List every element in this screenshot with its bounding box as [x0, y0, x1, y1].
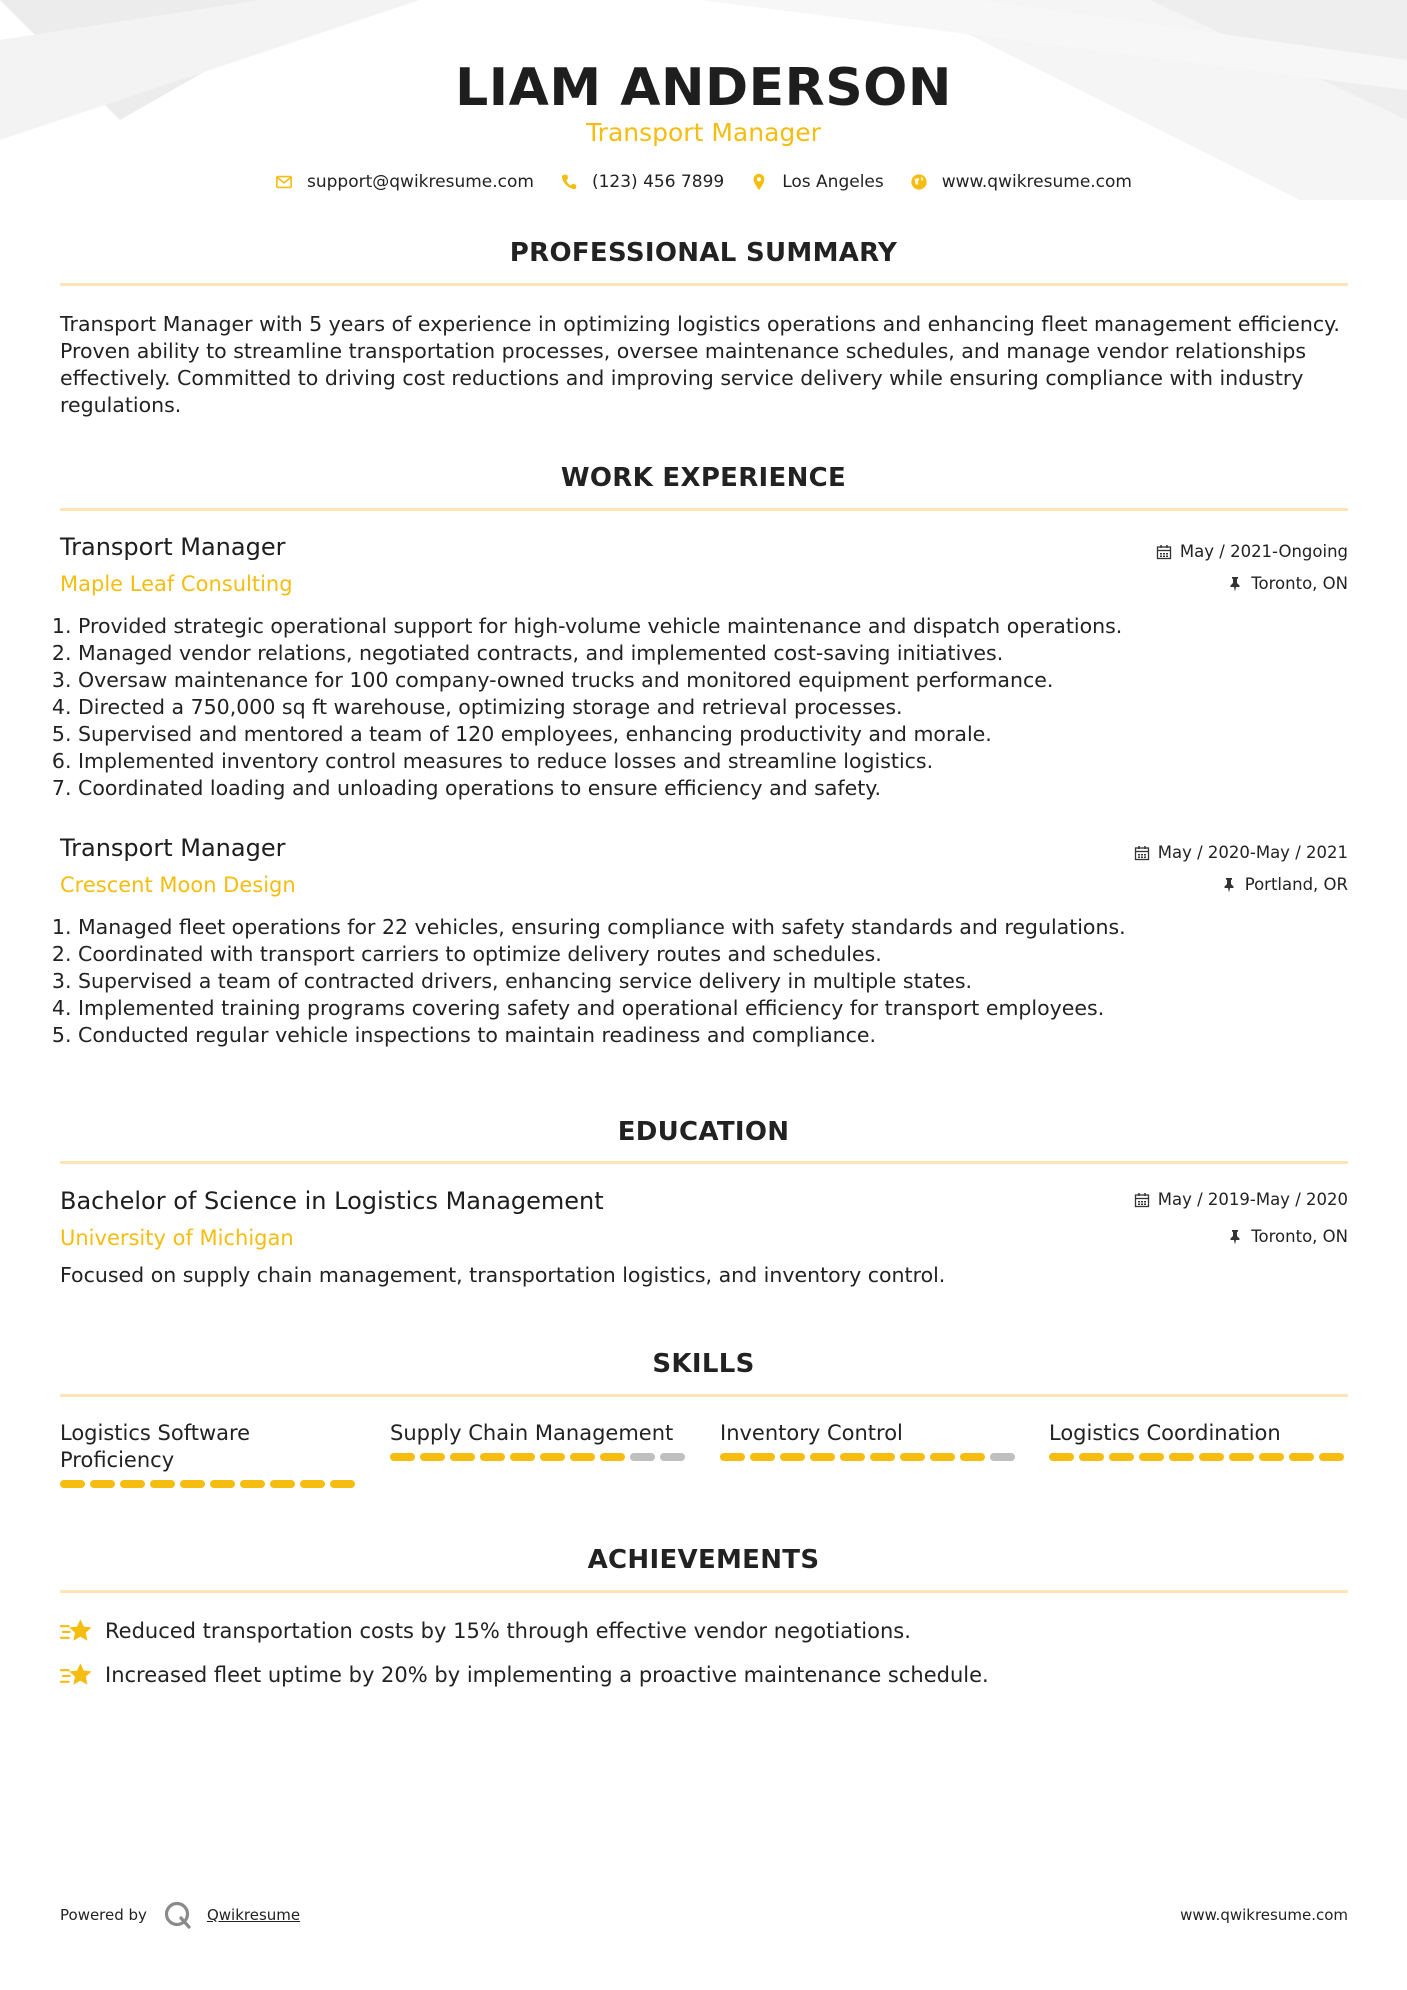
skill-dot-filled	[870, 1453, 895, 1461]
list-item: 5. Conducted regular vehicle inspections to maintain readiness and compliance.	[78, 1022, 1368, 1049]
list-item: 1. Provided strategic operational support for high-volume vehicle maintenance and dispatch operations.	[78, 613, 1368, 640]
skill-dot-filled	[1229, 1453, 1254, 1461]
skill-dot-filled	[1289, 1453, 1314, 1461]
email-text: support@qwikresume.com	[307, 172, 534, 192]
job-company: Crescent Moon Design	[60, 873, 296, 897]
contact-phone[interactable]	[560, 172, 724, 192]
job-dates-text: May / 2020-May / 2021	[1157, 843, 1348, 862]
list-item: 3. Supervised a team of contracted drivers, enhancing service delivery in multiple states.	[78, 968, 1368, 995]
achievement-text: Reduced transportation costs by 15% through effective vendor negotiations.	[105, 1619, 911, 1643]
phone-icon	[560, 173, 578, 191]
list-item: 2. Coordinated with transport carriers to optimize delivery routes and schedules.	[78, 941, 1368, 968]
envelope-icon	[275, 173, 293, 191]
skill-rating-bar	[60, 1480, 360, 1488]
section-divider	[60, 1161, 1348, 1164]
list-item: 4. Directed a 750,000 sq ft warehouse, optimizing storage and retrieval processes.	[78, 694, 1368, 721]
skill-dot-filled	[810, 1453, 835, 1461]
section-title-experience: WORK EXPERIENCE	[560, 463, 847, 493]
star-icon	[60, 1617, 93, 1645]
location-text: Los Angeles	[782, 172, 884, 192]
skill-dot-filled	[330, 1480, 355, 1488]
skill-dot-filled	[510, 1453, 535, 1461]
contact-website[interactable]	[910, 172, 1132, 192]
education-dates-text: May / 2019-May / 2020	[1157, 1190, 1348, 1209]
skill-dot-filled	[1109, 1453, 1134, 1461]
job-dates-text: May / 2021-Ongoing	[1179, 542, 1348, 561]
skill-dot-filled	[600, 1453, 625, 1461]
skill-dot-filled	[300, 1480, 325, 1488]
skill-dot-filled	[480, 1453, 505, 1461]
section-divider	[60, 1394, 1348, 1397]
skill-dot-filled	[90, 1480, 115, 1488]
job-dates	[1134, 843, 1348, 862]
skill-dot-filled	[150, 1480, 175, 1488]
education-description: Focused on supply chain management, transportation logistics, and inventory control.	[60, 1263, 946, 1287]
skill-dot-filled	[840, 1453, 865, 1461]
skill-dot-filled	[210, 1480, 235, 1488]
skill-item	[60, 1420, 360, 1488]
skill-dot-filled	[570, 1453, 595, 1461]
section-divider	[60, 283, 1348, 286]
pushpin-icon	[1227, 1229, 1243, 1245]
job-location	[1227, 574, 1348, 593]
map-pin-icon	[750, 173, 768, 191]
summary-text: Transport Manager with 5 years of experience in optimizing logistics operations and enhancing fleet management efficiency. Proven ability to streamline transportation processes, oversee maintenance schedules, and manage vendor relationships effectively. Committed to driving cost reductions and improving service delivery while ensuring compliance with industry regulations.	[60, 312, 1340, 417]
skill-dot-filled	[900, 1453, 925, 1461]
job-bullets	[60, 613, 1368, 802]
list-item: 5. Supervised and mentored a team of 120 employees, enhancing productivity and morale.	[78, 721, 1368, 748]
website-text: www.qwikresume.com	[941, 172, 1132, 192]
qwikresume-link[interactable]: Qwikresume	[206, 1906, 301, 1924]
skill-dot-filled	[120, 1480, 145, 1488]
skill-dot-filled	[1049, 1453, 1074, 1461]
section-divider	[60, 508, 1348, 511]
skill-rating-bar	[720, 1453, 1020, 1461]
skill-dot-filled	[1319, 1453, 1344, 1461]
achievement-text: Increased fleet uptime by 20% by implementing a proactive maintenance schedule.	[105, 1663, 989, 1687]
skill-dot-filled	[1169, 1453, 1194, 1461]
skill-dot-filled	[1199, 1453, 1224, 1461]
skill-item	[390, 1420, 690, 1461]
skill-dot-filled	[420, 1453, 445, 1461]
globe-icon	[910, 173, 928, 191]
list-item: 2. Managed vendor relations, negotiated contracts, and implemented cost-saving initiatives.	[78, 640, 1368, 667]
candidate-name: LIAM ANDERSON	[455, 58, 952, 118]
section-title-achievements: ACHIEVEMENTS	[587, 1545, 820, 1575]
candidate-role: Transport Manager	[586, 118, 821, 147]
job-location-text: Portland, OR	[1244, 875, 1348, 894]
skill-dot-filled	[720, 1453, 745, 1461]
section-divider	[60, 1590, 1348, 1593]
list-item: 7. Coordinated loading and unloading operations to ensure efficiency and safety.	[78, 775, 1368, 802]
education-location-text: Toronto, ON	[1251, 1227, 1348, 1246]
pushpin-icon	[1227, 576, 1243, 592]
skill-dot-filled	[270, 1480, 295, 1488]
skill-dot-filled	[750, 1453, 775, 1461]
job-company: Maple Leaf Consulting	[60, 572, 293, 596]
calendar-icon	[1134, 1192, 1150, 1208]
powered-by-label: Powered by	[60, 1906, 147, 1924]
skill-item	[720, 1420, 1020, 1461]
skill-rating-bar	[390, 1453, 690, 1461]
list-item: 3. Oversaw maintenance for 100 company-owned trucks and monitored equipment performance.	[78, 667, 1368, 694]
skill-dot-filled	[1139, 1453, 1164, 1461]
skill-name: Logistics Coordination	[1049, 1421, 1281, 1445]
list-item: 1. Managed fleet operations for 22 vehicles, ensuring compliance with safety standards and regulations.	[78, 914, 1368, 941]
star-icon	[60, 1661, 93, 1689]
skill-dot-filled	[780, 1453, 805, 1461]
section-title-education: EDUCATION	[617, 1117, 790, 1147]
skill-dot-empty	[660, 1453, 685, 1461]
skill-dot-filled	[1079, 1453, 1104, 1461]
contact-email[interactable]	[275, 172, 534, 192]
contact-bar	[0, 172, 1407, 192]
achievement-item	[60, 1661, 989, 1689]
contact-location	[750, 172, 884, 192]
achievement-item	[60, 1617, 911, 1645]
footer-website[interactable]: www.qwikresume.com	[1180, 1906, 1348, 1924]
job-title: Transport Manager	[60, 834, 286, 862]
pushpin-icon	[1221, 877, 1237, 893]
skill-dot-filled	[390, 1453, 415, 1461]
calendar-icon	[1134, 845, 1150, 861]
qwikresume-logo-icon	[163, 1900, 193, 1930]
skill-dot-filled	[180, 1480, 205, 1488]
skill-rating-bar	[1049, 1453, 1349, 1461]
skill-name: Logistics Software Proficiency	[60, 1421, 251, 1472]
list-item: 4. Implemented training programs covering safety and operational efficiency for transport employees.	[78, 995, 1368, 1022]
job-location	[1221, 875, 1348, 894]
job-location-text: Toronto, ON	[1251, 574, 1348, 593]
section-title-summary: PROFESSIONAL SUMMARY	[509, 238, 898, 268]
job-dates	[1156, 542, 1348, 561]
skill-dot-filled	[1259, 1453, 1284, 1461]
skill-dot-empty	[630, 1453, 655, 1461]
skill-dot-filled	[450, 1453, 475, 1461]
school-name: University of Michigan	[60, 1226, 294, 1250]
education-dates	[1134, 1190, 1348, 1209]
education-location	[1227, 1227, 1348, 1246]
calendar-icon	[1156, 544, 1172, 560]
skill-name: Supply Chain Management	[390, 1421, 674, 1445]
skill-dot-filled	[240, 1480, 265, 1488]
footer-powered-by	[60, 1900, 300, 1930]
phone-text: (123) 456 7899	[591, 172, 725, 192]
skill-item	[1049, 1420, 1349, 1461]
skill-dot-filled	[540, 1453, 565, 1461]
degree-title: Bachelor of Science in Logistics Management	[60, 1187, 604, 1215]
skill-dot-filled	[930, 1453, 955, 1461]
job-title: Transport Manager	[60, 533, 286, 561]
skill-name: Inventory Control	[720, 1421, 903, 1445]
job-bullets	[60, 914, 1368, 1049]
section-title-skills: SKILLS	[652, 1349, 755, 1379]
skill-dot-empty	[990, 1453, 1015, 1461]
list-item: 6. Implemented inventory control measures to reduce losses and streamline logistics.	[78, 748, 1368, 775]
skill-dot-filled	[60, 1480, 85, 1488]
skill-dot-filled	[960, 1453, 985, 1461]
